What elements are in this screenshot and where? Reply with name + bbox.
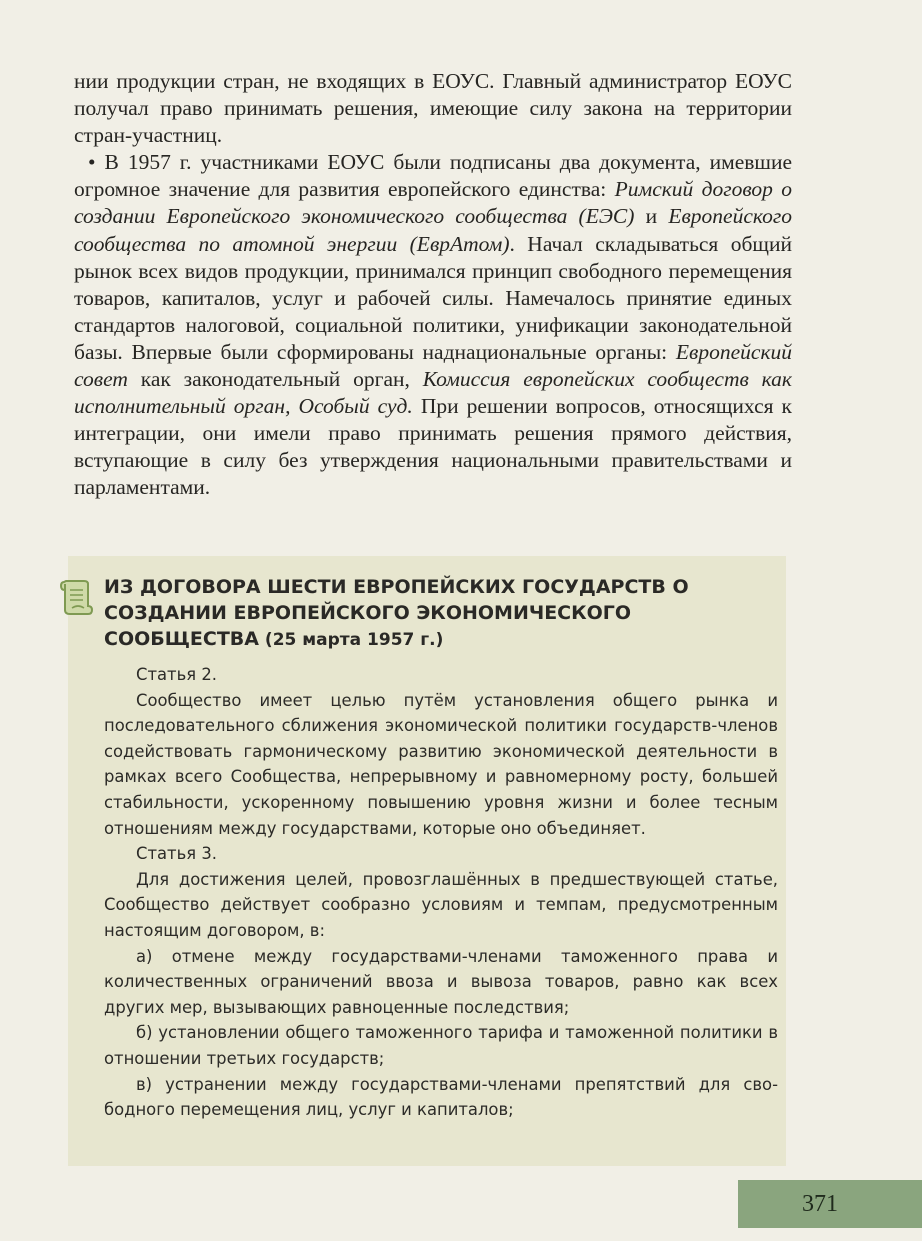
- source-date: (25 марта 1957 г.): [259, 630, 444, 650]
- source-title: ИЗ ДОГОВОРА ШЕСТИ ЕВРОПЕЙСКИХ ГОСУДАРСТВ О СОЗДАНИИ ЕВРОПЕЙСКОГО ЭКОНОМИЧЕСКОГО СООБЩЕСТВА (25 марта 1957 г.): [104, 576, 689, 650]
- article-3-item-c: в) устранении между государствами-членами препятствий для свободного перемещения лиц, услуг и капиталов;: [104, 1074, 778, 1120]
- article-3-heading: Статья 3.: [136, 844, 217, 864]
- source-body: [104, 662, 778, 1123]
- page-number: 371: [802, 1191, 838, 1217]
- article-3-text: Для достижения целей, провозглашённых в предшествующей статье, Сообщество действует сообразно условиям и темпам, предусмотренным настоящим договором, в:: [104, 869, 778, 940]
- article-3-item-a: а) отмене между государствами-членами таможенного права и количественных ограничений ввоза и вывоза товаров, равно как всех других мер, вызывающих равноценные последствия;: [104, 946, 778, 1017]
- commission-court-term: Комиссия европейских сообществ как исполнительный орган, Особый суд.: [74, 367, 792, 419]
- euratom-term: Европейского сообщества по атомной энергии (ЕврАтом): [74, 204, 792, 256]
- article-3-item-b: б) установлении общего таможенного тарифа и таможенной политики в отношении третьих государств;: [104, 1023, 778, 1068]
- paragraph-continuation: нии продукции стран, не входящих в ЕОУС. Главный администратор ЕОУС получал право принимать решения, имеющие силу закона на территории стран-участниц.: [74, 69, 792, 148]
- rome-treaty-term: Римский договор о создании Европейского экономического сообщества (ЕЭС): [74, 177, 792, 229]
- article-2-heading: Статья 2.: [136, 665, 217, 684]
- main-text: [74, 68, 792, 502]
- european-council-term: Европейский совет: [74, 339, 792, 392]
- paragraph-1957: • В 1957 г. участниками ЕОУС были подписаны два документа, имевшие огромное значение для развития европейского единства: Римский договор о создании Европейского экономического сообщества (ЕЭС) и Европейского сообщества по атомной энергии (ЕврАтом). Начал складываться общий рынок всех видов продукции, принимался принцип свободного перемещения товаров, капиталов, услуг и рабочей силы. Намечалось принятие единых стандартов налоговой, социальной политики, унификации законодательной базы. Впервые были сформированы наднациональные органы: Европейский совет как законодательный орган, Комиссия европейских сообществ как исполнительный орган, Особый суд. При решении вопросов, относящихся к интеграции, они имели право принимать решения прямого действия, вступающие в силу без утверждения национальными правительствами и парламентами.: [74, 150, 792, 500]
- scroll-document-icon: [58, 578, 94, 616]
- article-2-text: Сообщество имеет целью путём установления общего рынка и последовательного сближения экономической политики государств-членов содействовать гармоническому развитию экономической деятельности в рамках всего Сообщества, непрерывному и равномерному росту, большей стабильности, ускоренному повышению уровня жизни и более тесным отношениям между государствами, которые оно объединяет.: [104, 690, 778, 838]
- bullet: •: [88, 150, 96, 175]
